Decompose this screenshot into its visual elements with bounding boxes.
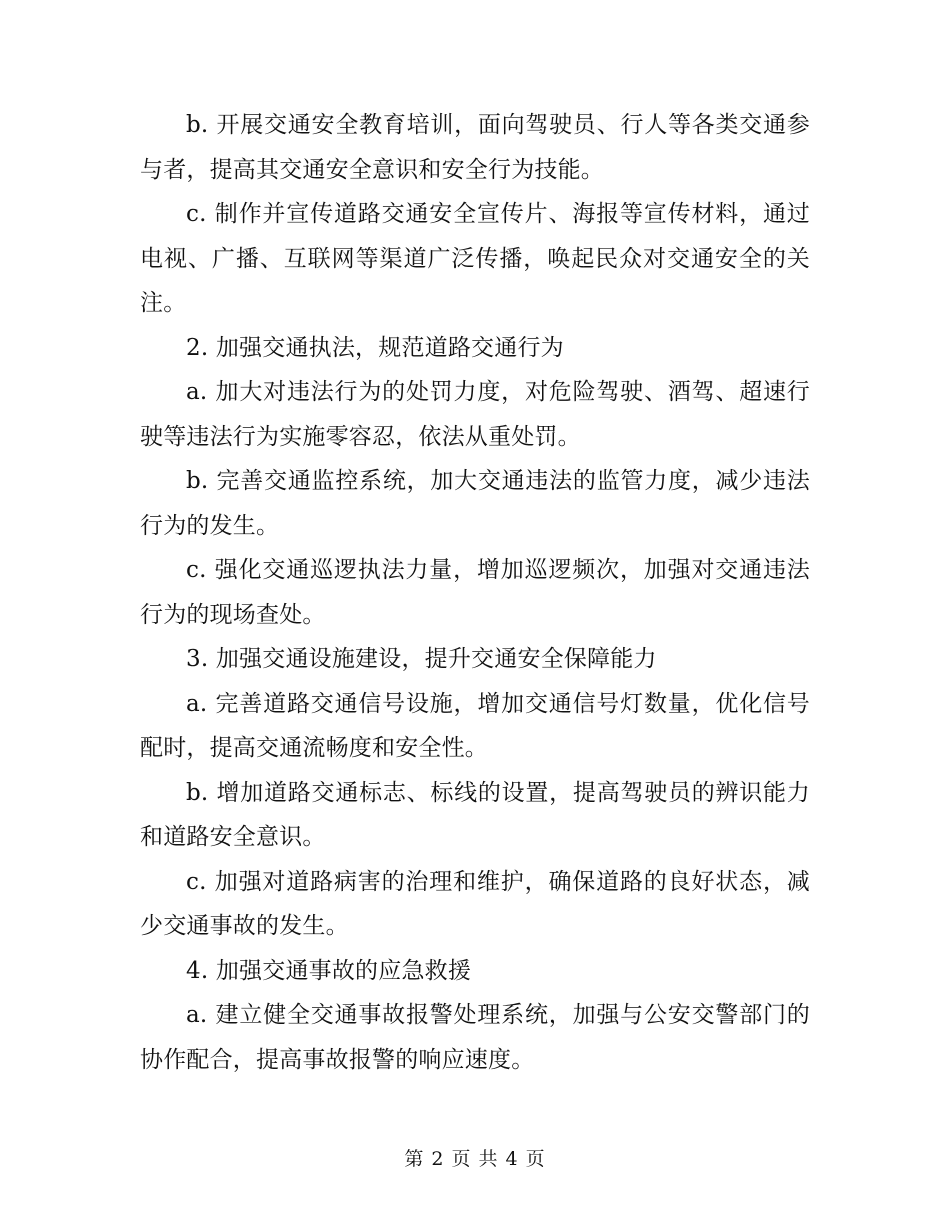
section-heading-3: 3. 加强交通设施建设，提升交通安全保障能力 — [186, 646, 657, 672]
paragraph-c-publicity: c. 制作并宣传道路交通安全宣传片、海报等宣传材料，通过电视、广播、互联网等渠道广泛传播，唤起民众对交通安全的关注。 — [140, 201, 810, 316]
paragraph-a-signals: a. 完善道路交通信号设施，增加交通信号灯数量，优化信号配时，提高交通流畅度和安全性。 — [140, 690, 810, 761]
paragraph-b-education: b. 开展交通安全教育培训，面向驾驶员、行人等各类交通参与者，提高其交通安全意识和安全行为技能。 — [140, 112, 810, 183]
document-body — [140, 103, 810, 1082]
paragraph-a-penalties: a. 加大对违法行为的处罚力度，对危险驾驶、酒驾、超速行驶等违法行为实施零容忍，依法从重处罚。 — [140, 379, 810, 450]
paragraph-a-alarm-system: a. 建立健全交通事故报警处理系统，加强与公安交警部门的协作配合，提高事故报警的响应速度。 — [140, 1002, 810, 1073]
paragraph-c-maintenance: c. 加强对道路病害的治理和维护，确保道路的良好状态，减少交通事故的发生。 — [140, 868, 810, 939]
paragraph-b-signs: b. 增加道路交通标志、标线的设置，提高驾驶员的辨识能力和道路安全意识。 — [140, 779, 810, 850]
page-number-footer: 第 2 页 共 4 页 — [404, 1148, 546, 1170]
section-heading-4: 4. 加强交通事故的应急救援 — [186, 957, 472, 984]
section-heading-2: 2. 加强交通执法，规范道路交通行为 — [186, 334, 564, 361]
paragraph-b-monitoring: b. 完善交通监控系统，加大交通违法的监管力度，减少违法行为的发生。 — [140, 468, 810, 539]
paragraph-c-patrol: c. 强化交通巡逻执法力量，增加巡逻频次，加强对交通违法行为的现场查处。 — [140, 557, 810, 628]
